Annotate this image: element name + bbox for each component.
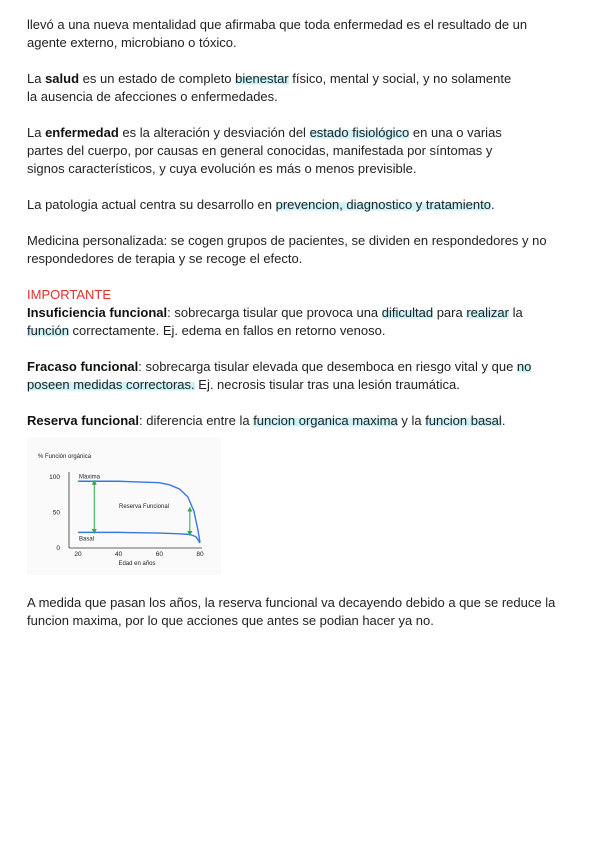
highlight-realizar: realizar [466, 305, 509, 320]
y-tick-label: 50 [52, 509, 60, 517]
chart-svg [27, 437, 221, 575]
x-tick-label: 40 [115, 551, 123, 558]
highlight-bienestar: bienestar [235, 71, 289, 86]
text-run: . [490, 197, 495, 212]
text-run: en una o varias [409, 125, 502, 140]
highlight-estado-fisiologico: estado fisiológico [309, 125, 410, 140]
paragraph-insuficiencia [27, 304, 572, 340]
text-run: es un estado de completo [79, 71, 236, 86]
text-run: : diferencia entre la [139, 413, 254, 428]
importante-label: IMPORTANTE [27, 287, 112, 302]
x-tick-label: 20 [74, 551, 82, 558]
text-line: llevó a una nueva mentalidad que afirmaba que toda enfermedad es el resultado de un [27, 17, 528, 32]
text-line: la ausencia de afecciones o enfermedades. [27, 89, 278, 104]
y-tick-label: 100 [49, 474, 60, 481]
text-run: físico, mental y social, y no solamente [288, 71, 512, 86]
highlight-prevencion: prevencion, diagnostico y tratamiento [275, 197, 491, 212]
text-run: La [27, 125, 46, 140]
text-run: . [501, 413, 506, 428]
text-line: agente externo, microbiano o tóxico. [27, 35, 237, 50]
highlight-no: no [516, 359, 532, 374]
paragraph-enfermedad [27, 124, 572, 178]
text-run: : sobrecarga tisular elevada que desemboca en riesgo vital y que [138, 359, 517, 374]
highlight-funcion: función [27, 323, 69, 338]
text-line: respondedores de terapia y se recoge el efecto. [27, 251, 303, 266]
paragraph-conclusion [27, 594, 572, 630]
text-run: La [27, 71, 46, 86]
text-run: la [508, 305, 523, 320]
text-run: correctamente. Ej. edema en fallos en retorno venoso. [68, 323, 386, 338]
paragraph-patologia [27, 196, 572, 214]
paragraph-fracaso [27, 358, 572, 394]
term-enfermedad: enfermedad [45, 125, 119, 140]
term-fracaso: Fracaso funcional [27, 359, 139, 374]
series-label: Máxima [79, 474, 101, 481]
highlight-funcion-maxima: funcion organica maxima [253, 413, 398, 428]
x-tick-label: 80 [196, 551, 204, 558]
chart-title: % Función orgánica [38, 454, 92, 460]
text-line: A medida que pasan los años, la reserva funcional va decayendo debido a que se reduce la [27, 595, 556, 610]
x-axis-label: Edad en años [118, 561, 156, 567]
highlight-dificultad: dificultad [381, 305, 434, 320]
y-tick-label: 0 [56, 545, 60, 552]
paragraph-reserva [27, 412, 572, 430]
series-line-basal [78, 532, 200, 543]
text-run: y la [397, 413, 426, 428]
term-insuficiencia: Insuficiencia funcional [27, 305, 168, 320]
reserva-funcional-chart [27, 437, 221, 575]
x-tick-label: 60 [155, 551, 163, 558]
text-run: para [433, 305, 467, 320]
text-line: signos característicos, y cuya evolución es más o menos previsible. [27, 161, 417, 176]
term-salud: salud [45, 71, 80, 86]
paragraph-medicina [27, 232, 572, 268]
text-line: partes del cuerpo, por causas en general conocidas, manifestada por síntomas y [27, 143, 493, 158]
text-line: funcion maxima, por lo que acciones que antes se podian hacer ya no. [27, 613, 434, 628]
text-run: Ej. necrosis tisular tras una lesión traumática. [194, 377, 460, 392]
series-label: Basal [79, 536, 95, 543]
chart-annotation: Reserva Funcional [119, 504, 170, 510]
highlight-medidas: poseen medidas correctoras. [27, 377, 195, 392]
paragraph-intro [27, 16, 572, 52]
term-reserva: Reserva funcional [27, 413, 139, 428]
text-run: : sobrecarga tisular que provoca una [167, 305, 382, 320]
highlight-funcion-basal: funcion basal [425, 413, 502, 428]
text-line: Medicina personalizada: se cogen grupos de pacientes, se dividen en respondedores y no [27, 233, 547, 248]
text-run: La patologia actual centra su desarrollo en [27, 197, 276, 212]
paragraph-salud [27, 70, 572, 106]
importante-heading [27, 286, 572, 304]
text-run: es la alteración y desviación del [118, 125, 310, 140]
